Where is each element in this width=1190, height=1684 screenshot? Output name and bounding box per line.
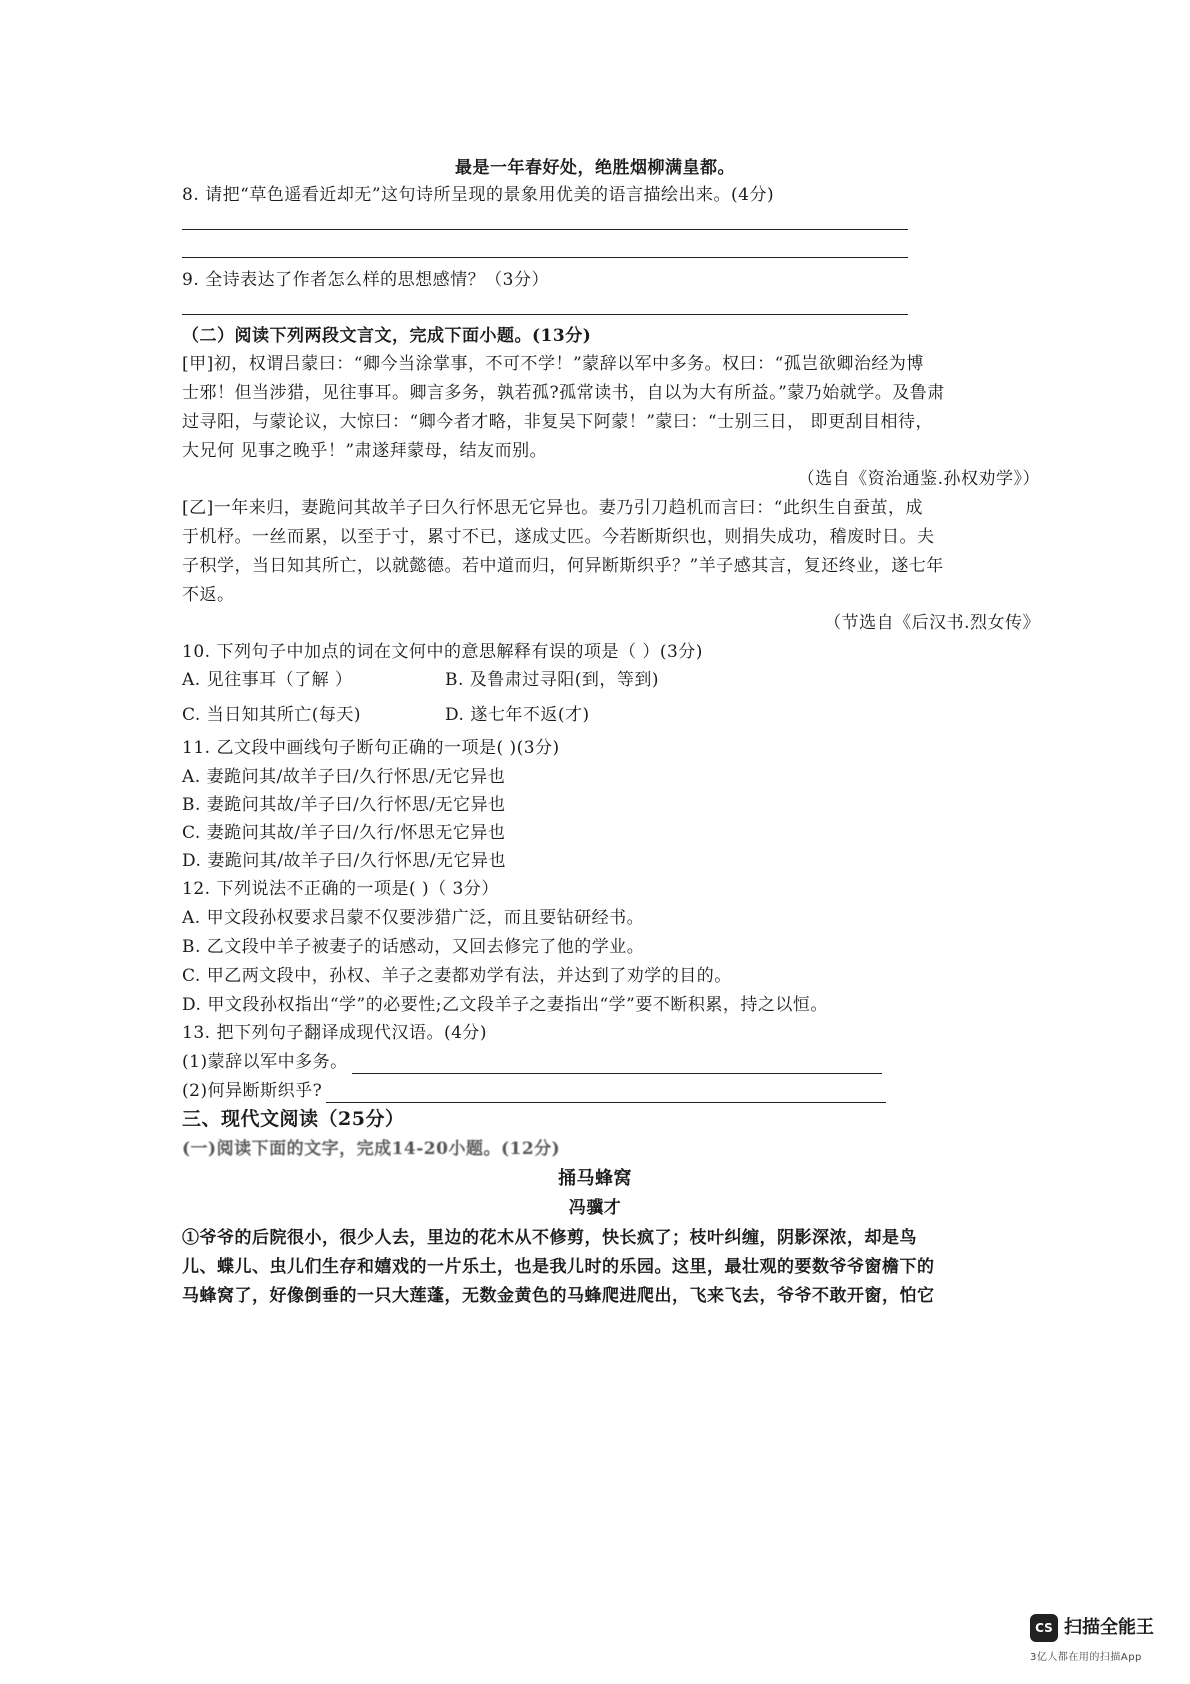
section-2-title: （二）阅读下列两段文言文，完成下面小题。(13分) — [182, 326, 592, 346]
q12-option-b: B. 乙文段中羊子被妻子的话感动，又回去修完了他的学业。 — [182, 937, 645, 957]
passage-b-source: （节选自《后汉书.烈女传》 — [824, 613, 1040, 633]
scanner-watermark — [1030, 1614, 1164, 1664]
article-line-2: 儿、蝶儿、虫儿们生存和嬉戏的一片乐土，也是我儿时的乐园。这里，最壮观的要数爷爷窗檐下的 — [182, 1257, 935, 1277]
answer-line-8b — [182, 257, 908, 258]
question-9: 9. 全诗表达了作者怎么样的思想感情？（3分） — [182, 270, 549, 290]
q10-option-d: D. 遂七年不返(才) — [445, 705, 590, 725]
question-10: 10. 下列句子中加点的词在文何中的意思解释有误的项是（ ）(3分) — [182, 642, 703, 662]
q12-option-c: C. 甲乙两文段中，孙权、羊子之妻都劝学有法，并达到了劝学的目的。 — [182, 966, 732, 986]
passage-b-line-1: [乙]一年来归，妻跪问其故羊子曰久行怀思无它异也。妻乃引刀趋机而言曰：“此织生自蚕茧，成 — [182, 498, 923, 518]
article-title: 捅马蜂窝 — [558, 1168, 632, 1189]
q12-option-d: D. 甲文段孙权指出“学”的必要性;乙文段羊子之妻指出“学”要不断积累，持之以恒。 — [182, 995, 828, 1015]
q10-option-b: B. 及鲁肃过寻阳(到，等到) — [445, 670, 660, 690]
answer-line-8a — [182, 229, 908, 230]
q13-item-1 — [182, 1050, 882, 1074]
q11-option-d: D. 妻跪问其/故羊子曰/久行怀思/无它异也 — [182, 851, 507, 871]
q11-option-a: A. 妻跪问其/故羊子曰/久行怀思/无它异也 — [182, 767, 506, 787]
article-author: 冯骥才 — [568, 1198, 622, 1218]
passage-b-line-3: 子积学，当日知其所亡，以就懿德。若中道而归，何异断斯织乎？”羊子感其言，复还终业，遂七年 — [182, 556, 944, 576]
q12-option-a: A. 甲文段孙权要求吕蒙不仅要涉猎广泛，而且要钻研经书。 — [182, 908, 645, 928]
section-3-subtitle: (一)阅读下面的文字，完成14-20小题。(12分) — [182, 1139, 561, 1159]
watermark-title: 扫描全能王 — [1064, 1617, 1154, 1638]
q11-option-c: C. 妻跪问其故/羊子曰/久行/怀思无它异也 — [182, 823, 506, 843]
q13-item-2 — [182, 1079, 886, 1103]
q10-option-a: A. 见往事耳（了解 ） — [182, 670, 353, 690]
question-11: 11. 乙文段中画线句子断句正确的一项是( )(3分) — [182, 738, 560, 758]
passage-a-line-3: 过寻阳，与蒙论议，大惊曰：“卿今者才略，非复吴下阿蒙！”蒙曰：“士别三日， 即更刮目相待， — [182, 412, 933, 432]
cs-logo-icon: CS — [1030, 1614, 1058, 1642]
question-12: 12. 下列说法不正确的一项是( )（ 3分） — [182, 879, 499, 899]
question-8: 8. 请把“草色遥看近却无”这句诗所呈现的景象用优美的语言描绘出来。(4分) — [182, 185, 775, 205]
article-line-1: ①爷爷的后院很小，很少人去，里边的花木从不修剪，快长疯了；枝叶纠缠，阴影深浓，却是鸟 — [182, 1228, 917, 1248]
passage-b-line-2: 于机杼。一丝而累，以至于寸，累寸不已，遂成丈匹。今若断斯织也，则捐失成功，稽废时日。夫 — [182, 527, 935, 547]
answer-line-13-1 — [352, 1055, 882, 1074]
article-line-3: 马蜂窝了，好像倒垂的一只大莲蓬，无数金黄色的马蜂爬进爬出，飞来飞去，爷爷不敢开窗，怕它 — [182, 1286, 935, 1306]
passage-a-line-4: 大兄何 见事之晚乎！”肃遂拜蒙母，结友而别。 — [182, 441, 548, 461]
q13-item-2-text: (2)何异断斯织乎? — [182, 1081, 323, 1101]
passage-b-line-4: 不返。 — [182, 585, 235, 605]
watermark-subtitle: 3亿人都在用的扫描App — [1030, 1652, 1142, 1663]
q13-item-1-text: (1)蒙辞以军中多务。 — [182, 1052, 348, 1072]
answer-line-13-2 — [326, 1084, 886, 1103]
passage-a-line-1: [甲]初，权谓吕蒙曰：“卿今当涂掌事，不可不学！”蒙辞以军中多务。权曰：“孤岂欲卿治经为博 — [182, 354, 924, 374]
question-13: 13. 把下列句子翻译成现代汉语。(4分) — [182, 1023, 488, 1043]
passage-a-source: （选自《资治通鉴.孙权劝学》） — [797, 469, 1040, 489]
answer-line-9 — [182, 314, 908, 315]
q11-option-b: B. 妻跪问其故/羊子曰/久行怀思/无它异也 — [182, 795, 506, 815]
poem-last-line: 最是一年春好处，绝胜烟柳满皇都。 — [455, 158, 735, 178]
q10-option-c: C. 当日知其所亡(每天) — [182, 705, 361, 725]
passage-a-line-2: 士邪！但当涉猎，见往事耳。卿言多务，孰若孤?孤常读书，自以为大有所益。”蒙乃始就学。及鲁肃 — [182, 383, 945, 403]
section-3-title: 三、现代文阅读（25分） — [182, 1108, 405, 1130]
